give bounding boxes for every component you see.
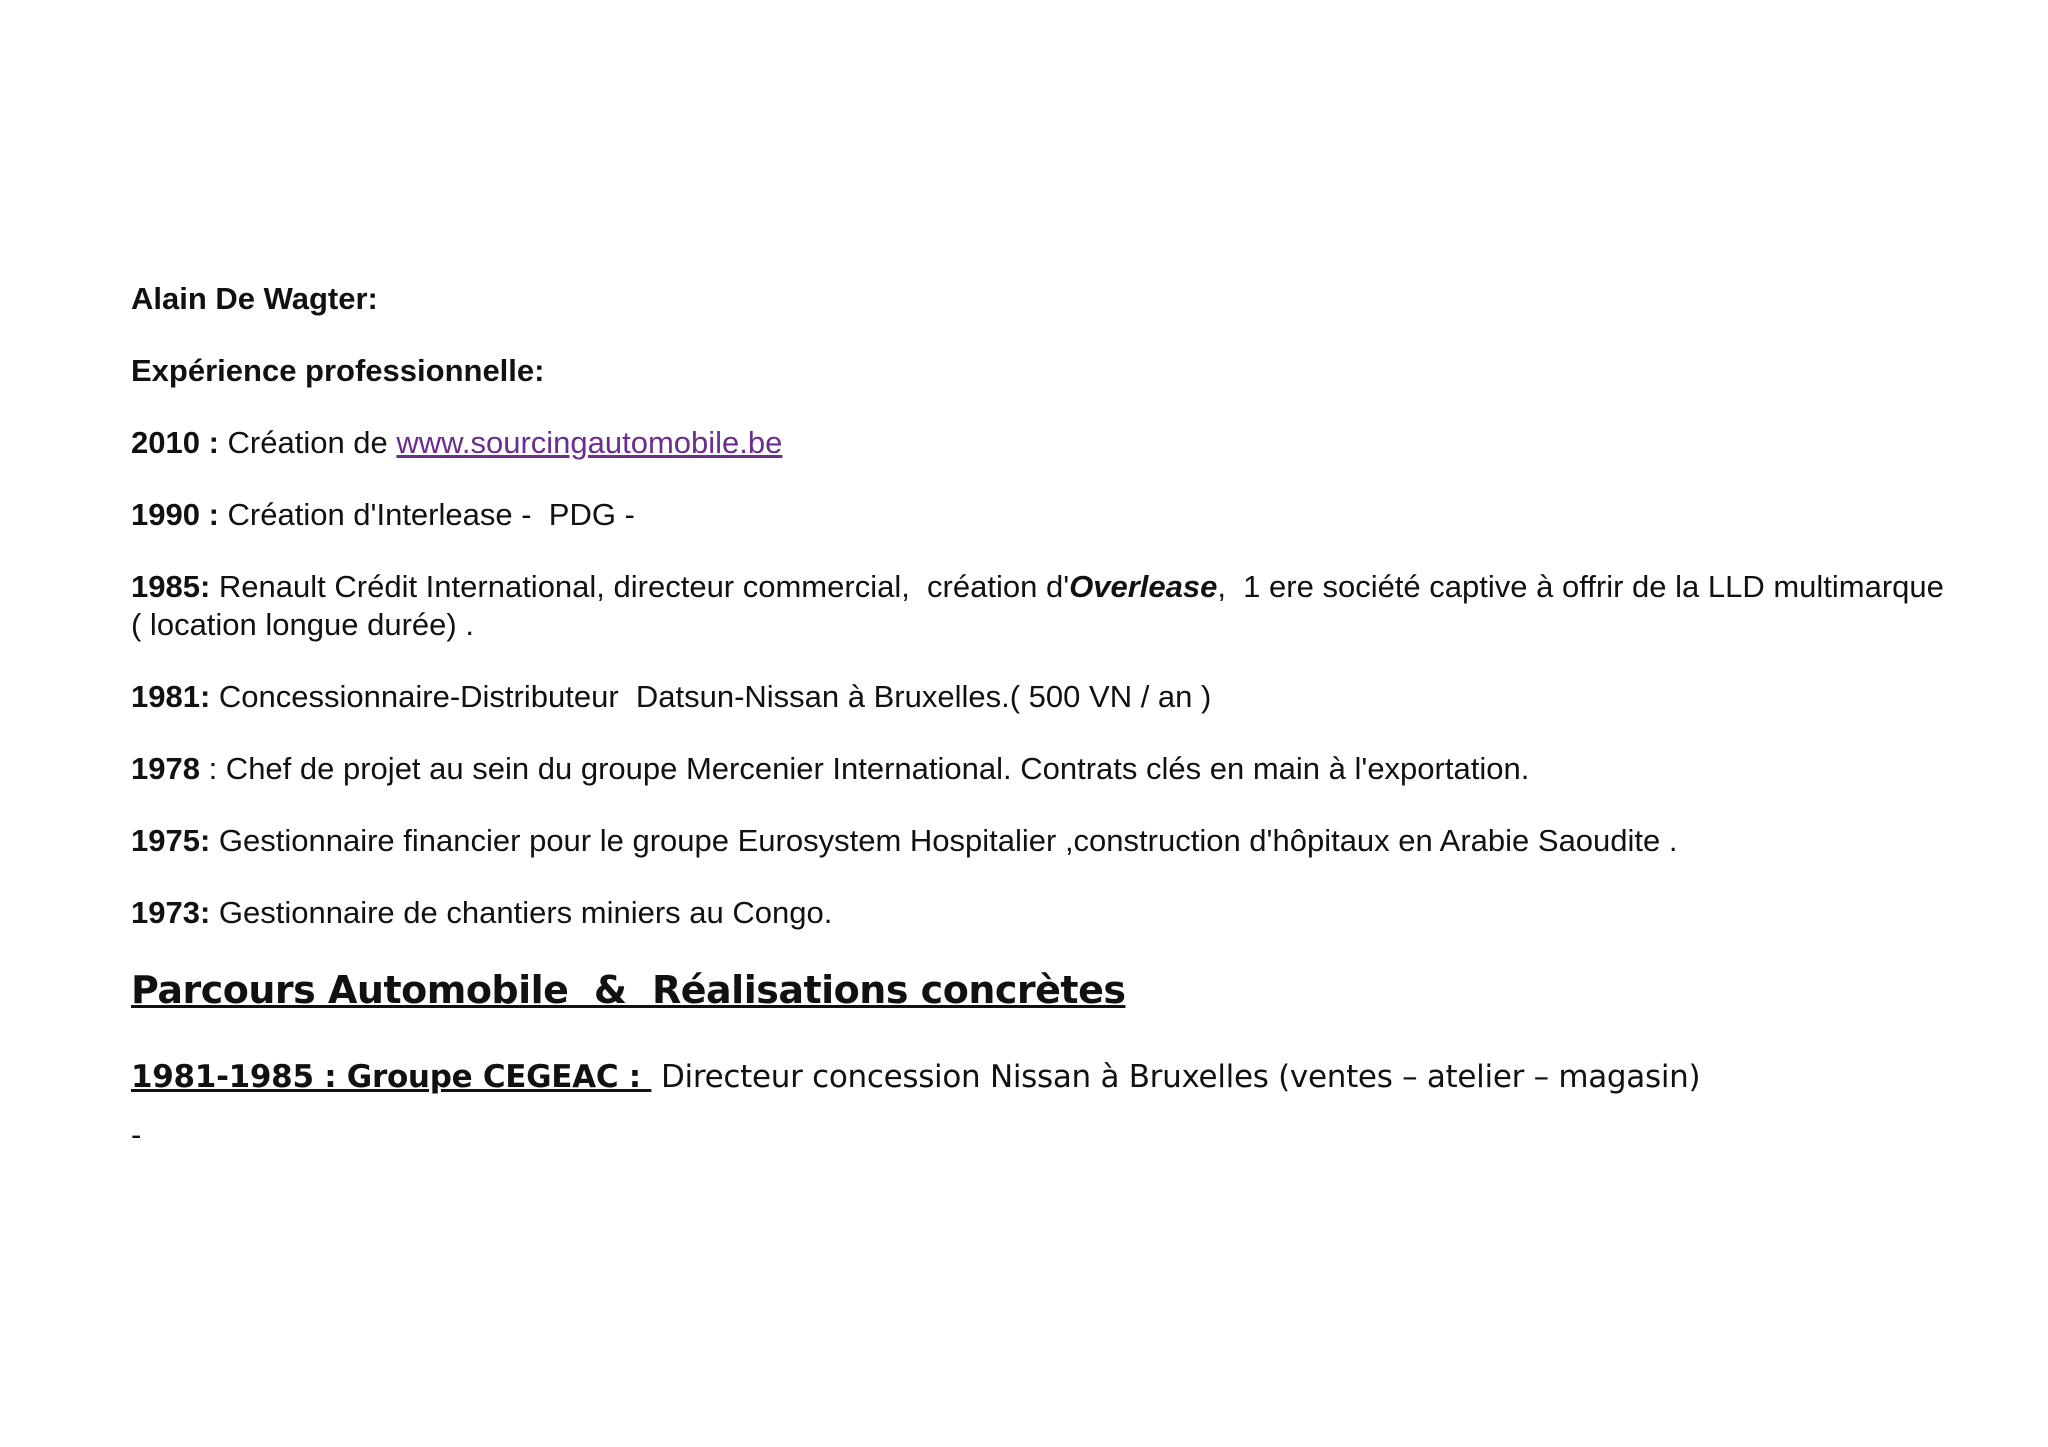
- section-heading: Parcours Automobile & Réalisations concrètes: [131, 968, 1126, 1012]
- entry-year: 1975:: [131, 823, 211, 858]
- entry-text-after: , 1 ere société captive à offrir de la LLD multimarque ( location longue durée) .: [131, 569, 1953, 642]
- entry-1973: [131, 894, 1951, 932]
- entry-1978: [131, 750, 1951, 788]
- entry-year: 1981:: [131, 679, 211, 714]
- entry-text: : Chef de projet au sein du groupe Mercenier International. Contrats clés en main à l'exportation.: [199, 751, 1530, 786]
- entry-text: Création d'Interlease - PDG -: [218, 497, 635, 532]
- entry-1981: [131, 678, 1951, 716]
- entry-year: 2010 :: [131, 425, 219, 460]
- trailing-dash: -: [131, 1117, 142, 1152]
- website-link[interactable]: www.sourcingautomobile.be: [396, 425, 783, 460]
- entry-year: 1973:: [131, 895, 211, 930]
- entry-year: 1978: [131, 751, 200, 786]
- entry-2010: [131, 424, 1951, 462]
- experience-heading: Expérience professionnelle:: [131, 353, 545, 388]
- entry-text: Gestionnaire financier pour le groupe Eurosystem Hospitalier ,construction d'hôpitaux en Arabie Saoudite .: [210, 823, 1678, 858]
- parcours-text: Directeur concession Nissan à Bruxelles (ventes – atelier – magasin): [651, 1059, 1701, 1095]
- entry-text: Renault Crédit International, directeur commercial, création d': [210, 569, 1070, 604]
- document-content: [131, 280, 1951, 1154]
- entry-text: Gestionnaire de chantiers miniers au Congo.: [210, 895, 833, 930]
- entry-emphasis: Overlease: [1069, 569, 1218, 604]
- parcours-label: 1981-1985 : Groupe CEGEAC :: [131, 1059, 652, 1095]
- entry-year: 1985:: [131, 569, 211, 604]
- person-name: Alain De Wagter:: [131, 281, 378, 316]
- entry-year: 1990 :: [131, 497, 219, 532]
- parcours-entry: [131, 1058, 1951, 1096]
- entry-1990: [131, 496, 1951, 534]
- entry-1985: [131, 568, 1951, 644]
- entry-text: Création de: [218, 425, 397, 460]
- entry-text: Concessionnaire-Distributeur Datsun-Nissan à Bruxelles.( 500 VN / an ): [210, 679, 1212, 714]
- entry-1975: [131, 822, 1951, 860]
